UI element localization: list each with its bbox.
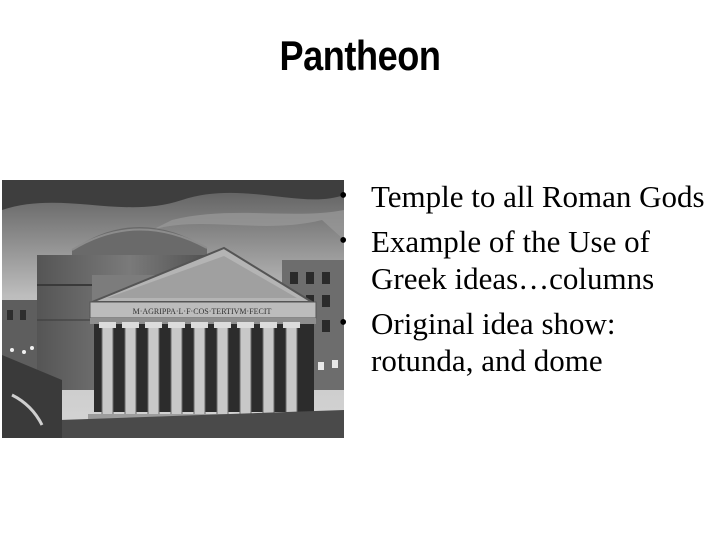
- bullet-marker: •: [339, 228, 348, 254]
- pantheon-inscription: M·AGRIPPA·L·F·COS·TERTIVM·FECIT: [132, 307, 272, 316]
- bullet-item: [338, 305, 718, 379]
- bullet-item: [338, 178, 718, 215]
- bullet-text: Example of the Use of Greek ideas…columns: [371, 224, 655, 296]
- bullet-text: Temple to all Roman Gods: [371, 179, 705, 214]
- bullet-item: [338, 223, 718, 297]
- bullet-list: [338, 178, 718, 387]
- slide-title: Pantheon: [279, 32, 441, 79]
- pantheon-photo: [2, 180, 344, 438]
- bullet-marker: •: [339, 310, 348, 336]
- bullet-marker: •: [339, 183, 348, 209]
- bullet-text: Original idea show: rotunda, and dome: [371, 306, 616, 378]
